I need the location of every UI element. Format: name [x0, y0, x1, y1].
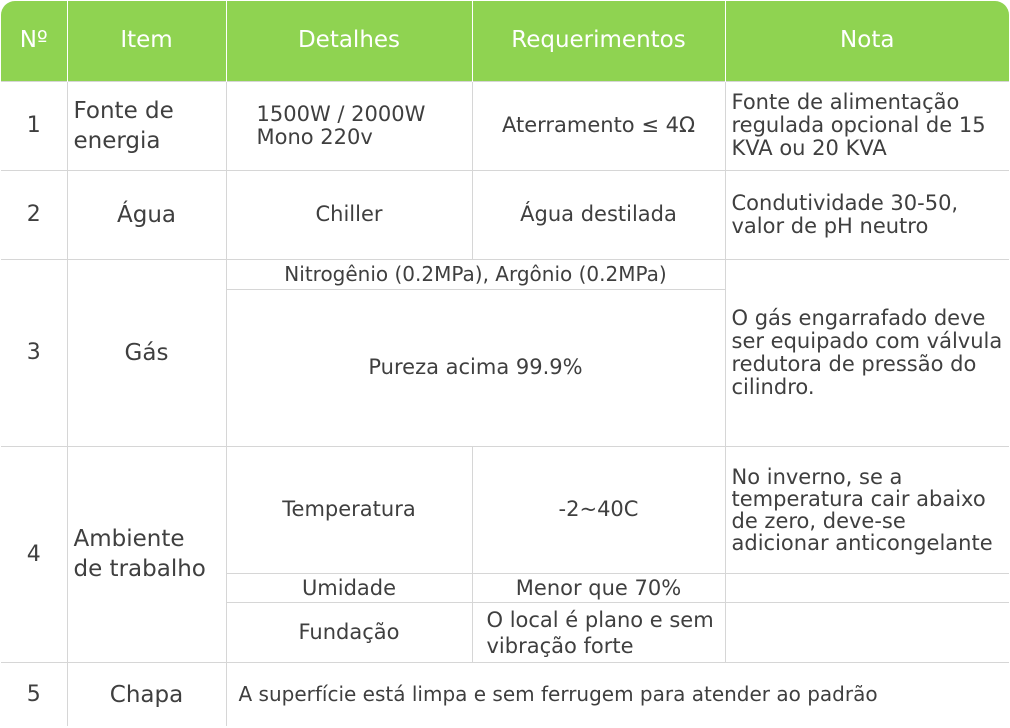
row-number: 1	[1, 81, 67, 170]
table-row	[1, 260, 1009, 290]
row-item: Gás	[67, 260, 226, 447]
header-details: Detalhes	[226, 1, 472, 81]
row-number: 4	[1, 446, 67, 663]
row-requirements-foundation: O local é plano e sem vibração forte	[472, 603, 725, 663]
row-details-purity: Pureza acima 99.9%	[226, 290, 725, 446]
row-item: Chapa	[67, 663, 226, 726]
header-requirements: Requerimentos	[472, 1, 725, 81]
table-row	[1, 446, 1009, 573]
row-number: 5	[1, 663, 67, 726]
row-note: Fonte de alimentação regulada opcional de 15 KVA ou 20 KVA	[725, 81, 1009, 170]
row-note-empty	[725, 573, 1009, 602]
header-note: Nota	[725, 1, 1009, 81]
table-row	[1, 663, 1009, 726]
row-number: 3	[1, 260, 67, 447]
row-item: Ambiente de trabalho	[67, 446, 226, 663]
row-details-foundation: Fundação	[226, 603, 472, 663]
row-details-temperature: Temperatura	[226, 446, 472, 573]
table-row	[1, 170, 1009, 259]
header-item: Item	[67, 1, 226, 81]
row-note-empty	[725, 603, 1009, 663]
header-no: Nº	[1, 1, 67, 81]
row-item: Água	[67, 170, 226, 259]
table-header-row	[1, 1, 1009, 81]
row-requirements: Água destilada	[472, 170, 725, 259]
row-details-plate: A superfície está limpa e sem ferrugem para atender ao padrão	[226, 663, 1009, 726]
requirements-table-container	[1, 1, 1009, 726]
table-row	[1, 81, 1009, 170]
row-requirements: Aterramento ≤ 4Ω	[472, 81, 725, 170]
row-note-temperature: No inverno, se a temperatura cair abaixo de zero, deve-se adicionar anticongelante	[725, 446, 1009, 573]
row-number: 2	[1, 170, 67, 259]
row-item: Fonte de energia	[67, 81, 226, 170]
row-details: 1500W / 2000W Mono 220v	[226, 81, 472, 170]
row-requirements-temperature: -2~40C	[472, 446, 725, 573]
installation-requirements-table	[1, 1, 1009, 726]
row-requirements-humidity: Menor que 70%	[472, 573, 725, 602]
row-details-humidity: Umidade	[226, 573, 472, 602]
row-details: Chiller	[226, 170, 472, 259]
row-details-gases: Nitrogênio (0.2MPa), Argônio (0.2MPa)	[226, 260, 725, 290]
row-note: O gás engarrafado deve ser equipado com válvula redutora de pressão do cilindro.	[725, 260, 1009, 447]
row-note: Condutividade 30-50, valor de pH neutro	[725, 170, 1009, 259]
